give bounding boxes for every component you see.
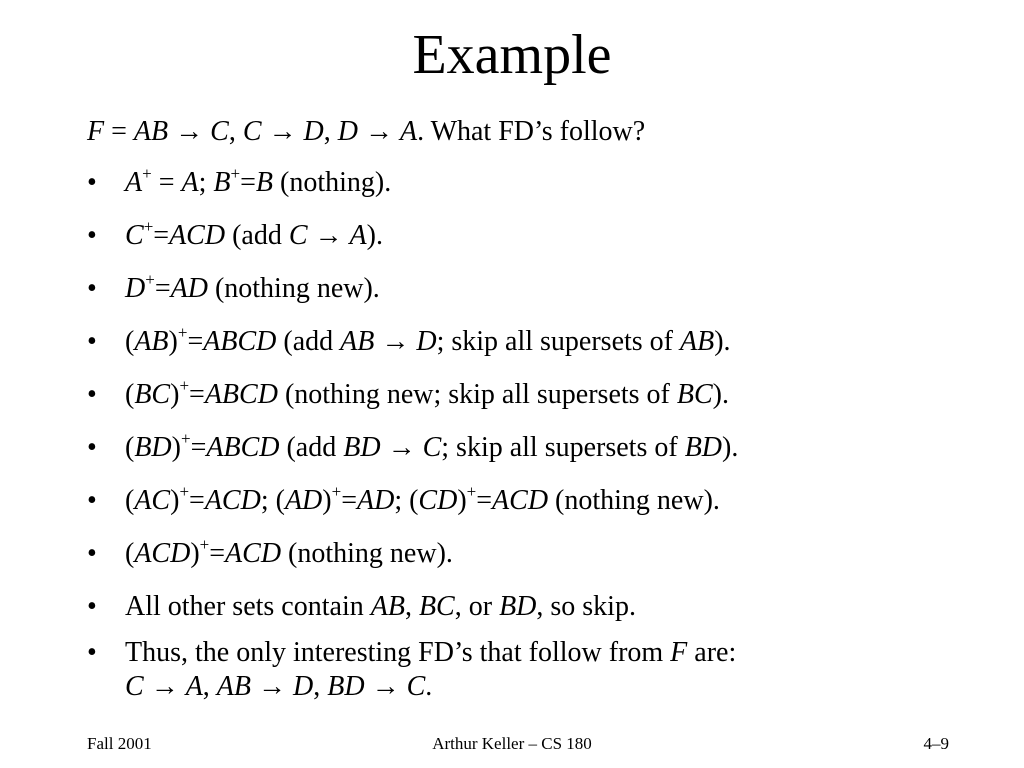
bullet-item-ac-ad-cd-closures: • (AC)+=ACD; (AD)+=AD; (CD)+=ACD (nothing new). [87,482,720,516]
bullet-icon: • [87,273,97,304]
bullet-item-c-closure: • C+=ACD (add C → A). [87,217,383,251]
bullet-item-other-sets: • All other sets contain AB, BC, or BD, so skip. [87,591,636,622]
conclusion-fd-list: C → A, AB → D, BD → C. [125,671,433,702]
bullet-item-acd-closure: • (ACD)+=ACD (nothing new). [87,535,453,569]
bullet-icon: • [87,538,97,569]
bullet-icon: • [87,379,97,410]
bullet-icon: • [87,167,97,198]
slide-title: Example [412,24,612,86]
bullet-icon: • [87,326,97,357]
bullet-item-d-closure: • D+=AD (nothing new). [87,270,380,304]
bullet-icon: • [87,485,97,516]
intro-statement: F = AB → C, C → D, D → A. What FD’s follow? [87,116,646,147]
footer-author-course: Arthur Keller – CS 180 [432,734,592,753]
bullet-item-ab-closure: • (AB)+=ABCD (add AB → D; skip all supersets of AB). [87,323,731,357]
footer-slide-number: 4–9 [923,734,949,753]
bullet-icon: • [87,220,97,251]
bullet-list [87,166,738,704]
bullet-icon: • [87,591,97,622]
bullet-icon: • [87,637,97,668]
bullet-item-conclusion: • Thus, the only interesting FD’s that follow from F are: C → A, AB → D, BD → C. [87,636,738,704]
bullet-item-bc-closure: • (BC)+=ABCD (nothing new; skip all supersets of BC). [87,376,729,410]
bullet-item-a-b-closure: • A+ = A; B+=B (nothing). [87,164,392,198]
bullet-item-bd-closure: • (BD)+=ABCD (add BD → C; skip all supersets of BD). [87,429,739,463]
bullet-icon: • [87,432,97,463]
footer-date: Fall 2001 [87,734,152,753]
